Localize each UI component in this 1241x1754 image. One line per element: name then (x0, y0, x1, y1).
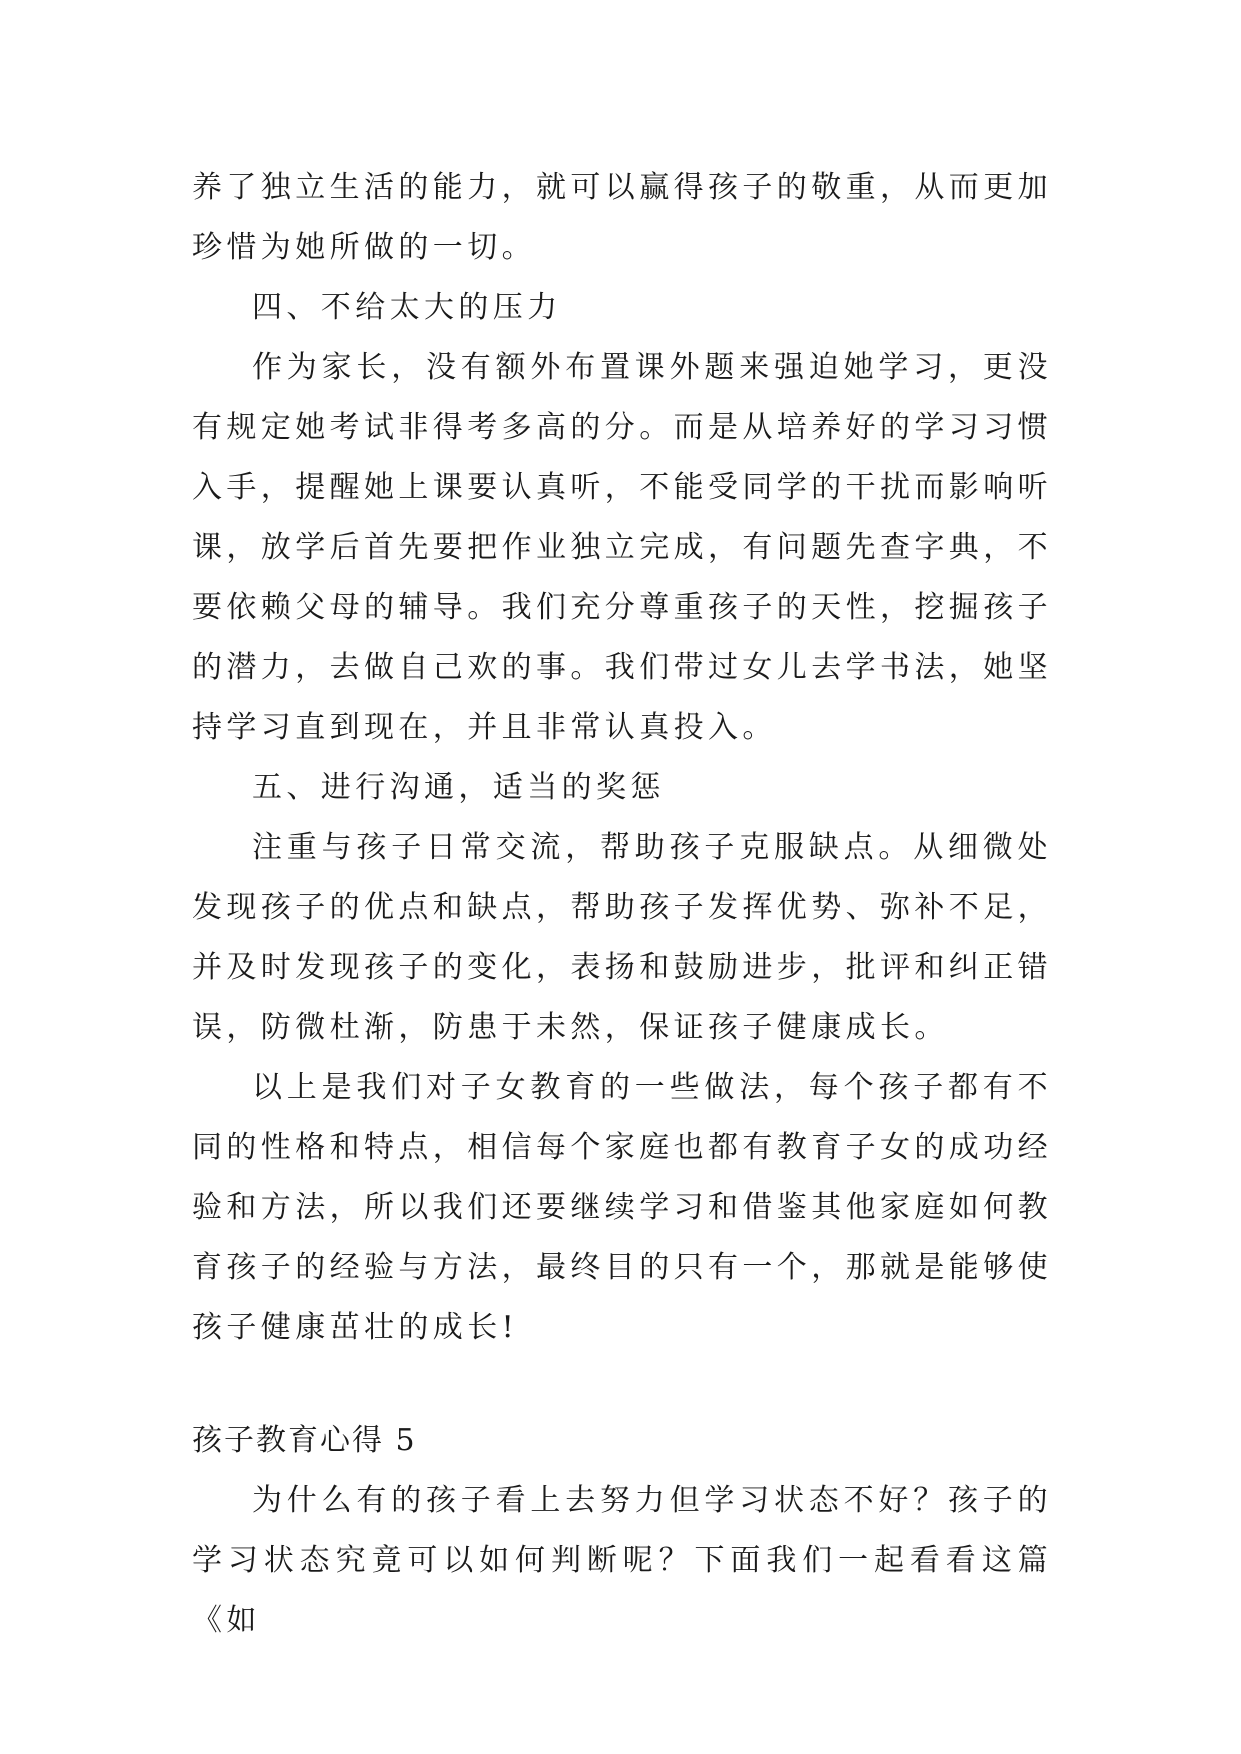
heading-four: 四、不给太大的压力 (252, 290, 562, 325)
continuation-paragraph: 养了独立生活的能力，就可以赢得孩子的敬重，从而更加珍惜为她所做的一切。 (192, 170, 1052, 265)
section-title: 孩子教育心得 5 (192, 1423, 417, 1458)
paragraph-four: 作为家长，没有额外布置课外题来强迫她学习，更没有规定她考试非得考多高的分。而是从培养好的学习习惯入手，提醒她上课要认真听，不能受同学的干扰而影响听课，放学后首先要把作业独立完成，有问题先查字典，不要依赖父母的辅导。我们充分尊重孩子的天性，挖掘孩子的潜力，去做自己欢的事。我们带过女儿去学书法，她坚持学习直到现在，并且非常认真投入。 (192, 350, 1052, 745)
conclusion-paragraph: 以上是我们对子女教育的一些做法，每个孩子都有不同的性格和特点，相信每个家庭也都有教育子女的成功经验和方法，所以我们还要继续学习和借鉴其他家庭如何教育孩子的经验与方法，最终目的只有一个，那就是能够使孩子健康茁壮的成长! (192, 1070, 1052, 1345)
paragraph-five: 注重与孩子日常交流，帮助孩子克服缺点。从细微处发现孩子的优点和缺点，帮助孩子发挥优势、弥补不足，并及时发现孩子的变化，表扬和鼓励进步，批评和纠正错误，防微杜渐，防患于未然，保证孩子健康成长。 (192, 830, 1052, 1045)
heading-five: 五、进行沟通，适当的奖惩 (252, 770, 665, 805)
section-intro-paragraph: 为什么有的孩子看上去努力但学习状态不好？孩子的学习状态究竟可以如何判断呢？下面我们一起看看这篇《如 (192, 1483, 1052, 1638)
document-body (192, 158, 1052, 1651)
